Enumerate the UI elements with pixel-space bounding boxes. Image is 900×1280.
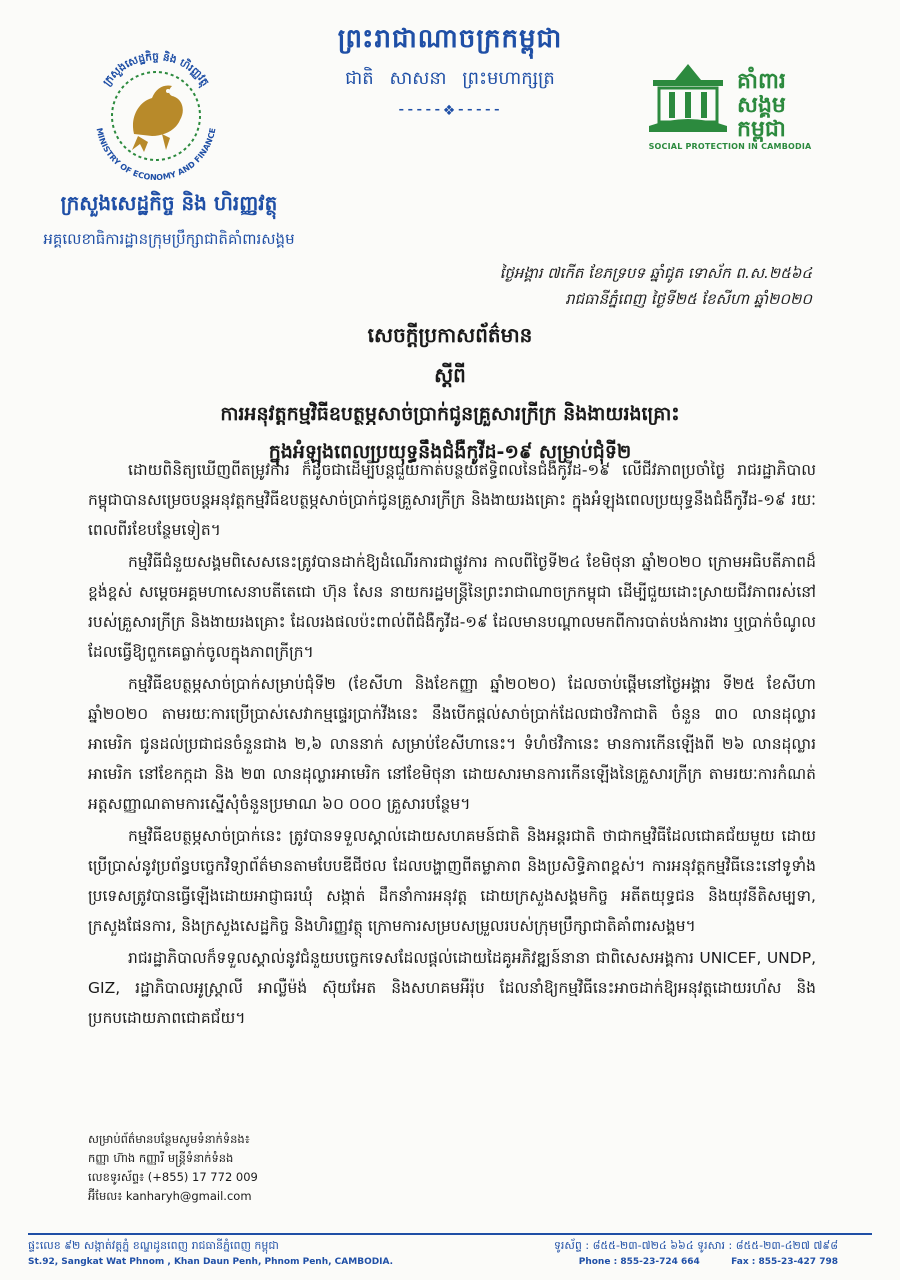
footer-phone-en: Phone : 855-23-724 664 Fax : 855-23-427 798 <box>578 1257 838 1267</box>
body-paragraph-2: កម្មវិធីជំនួយសង្គមពិសេសនេះត្រូវបានដាក់ឱ្យដំណើរការជាផ្លូវការ កាលពីថ្ងៃទី២៤ ខែមិថុនា ឆ្នាំ២០២០ ក្រោមអធិបតីភាពដ៏ខ្ពង់ខ្ពស់ សម្តេចអគ្គមហាសេនាបតីតេជោ ហ៊ុន សែន នាយករដ្ឋមន្ត្រីនៃព្រះរាជាណាចក្រកម្ពុជា ដើម្បីជួយដោះស្រាយជីវភាពរស់នៅរបស់គ្រួសារក្រីក្រ និងងាយរងគ្រោះ ដែលរងផលប៉ះពាល់ពីជំងឺកូវីដ-១៩ ដែលមានបណ្តាលមកពីការបាត់បង់ការងារ ឬប្រាក់ចំណូល ដែលធ្វើឱ្យពួកគេធ្លាក់ចូលក្នុងភាពក្រីក្រ។ <box>88 553 816 661</box>
hamsa-bird-icon <box>132 86 183 153</box>
title-regarding: ស្តីពី <box>434 363 466 387</box>
sp-logo-kh-line1: គាំពារ <box>737 69 786 94</box>
body-paragraph-5: រាជរដ្ឋាភិបាលក៏ទទួលស្គាល់នូវជំនួយបច្ចេកទេសដែលផ្តល់ដោយដៃគូអភិវឌ្ឍន៍នានា ជាពិសេសអង្គការ UNICEF, UNDP, GIZ, រដ្ឋាភិបាលអូស្ត្រាលី អាល្លឺម៉ង់ ស៊ុយអែត និងសហគមអឺរ៉ុប ដែលនាំឱ្យកម្មវិធីនេះអាចដាក់ឱ្យអនុវត្តដោយរហ័ស និងប្រកបដោយភាពជោគជ័យ។ <box>88 949 816 1027</box>
contact-phone: លេខទូរស័ព្ទ៖ (+855) 17 772 009 <box>88 1170 258 1184</box>
footer-phone-kh: ទូរស័ព្ទ : ៨៥៥-២៣-៧២៤ ៦៦៤ ទូរសារ : ៨៥៥-២៣-៤២៧ ៧៩៨ <box>553 1239 838 1252</box>
kingdom-title: ព្រះរាជាណាចក្រកម្ពុជា <box>337 24 563 54</box>
angkor-temple-icon <box>649 64 727 132</box>
footer-address-en: St.92, Sangkat Wat Phnom , Khan Daun Penh, Phnom Penh, CAMBODIA. <box>28 1257 394 1267</box>
ministry-name-block <box>24 190 314 252</box>
solar-date: រាជធានីភ្នំពេញ ថ្ងៃទី២៥ ខែសីហា ឆ្នាំ២០២០ <box>565 290 812 308</box>
lunar-date: ថ្ងៃអង្គារ ៧កើត ខែភទ្របទ ឆ្នាំជូត ទោស័ក ព.ស.២៥៦៤ <box>499 264 812 282</box>
date-block <box>500 260 812 312</box>
document-body <box>88 455 816 1035</box>
title-press-release: សេចក្តីប្រកាសព័ត៌មាន <box>367 323 533 347</box>
sp-logo-caption: SOCIAL PROTECTION IN CAMBODIA <box>648 142 812 151</box>
national-motto: ជាតិ សាសនា ព្រះមហាក្សត្រ <box>345 68 555 89</box>
ministry-logo-en-text: MINISTRY OF ECONOMY AND FINANCE <box>94 127 218 183</box>
footer-address-kh: ផ្ទះលេខ ៩២ សង្កាត់វត្តភ្នំ ខណ្ឌដូនពេញ រាជធានីភ្នំពេញ កម្ពុជា <box>28 1239 279 1252</box>
footer-address <box>28 1238 393 1270</box>
ministry-logo <box>78 38 234 194</box>
department-name: អគ្គលេខាធិការដ្ឋានក្រុមប្រឹក្សាជាតិគាំពារសង្គម <box>43 230 295 248</box>
sp-logo-kh-line2: សង្គម <box>737 93 786 118</box>
contact-person: កញ្ញា ហ៊ាង កញ្ញារី មន្ត្រីទំនាក់ទំនង <box>88 1151 234 1165</box>
sp-logo-kh-line3: កម្ពុជា <box>737 117 786 142</box>
document-title-block <box>0 322 900 468</box>
svg-text:ក្រសួងសេដ្ឋកិច្ច និង ហិរញ្ញវត្ <box>101 49 211 90</box>
ornament-divider: ⁃⁃⁃⁃⁃❖⁃⁃⁃⁃⁃ <box>397 103 503 119</box>
footer-divider <box>28 1233 872 1235</box>
contact-block <box>88 1130 258 1206</box>
body-paragraph-4: កម្មវិធីឧបត្ថម្ភសាច់ប្រាក់នេះ ត្រូវបានទទួលស្គាល់ដោយសហគមន៍ជាតិ និងអន្តរជាតិ ថាជាកម្មវិធីដែលជោគជ័យមួយ ដោយប្រើប្រាស់នូវប្រព័ន្ធបច្ចេកវិទ្យាព័ត៌មានតាមបែបឌីជីថល ដែលបង្ហាញពីតម្លាភាព និងប្រសិទ្ធិភាពខ្ពស់។ ការអនុវត្តកម្មវិធីនេះនៅទូទាំងប្រទេសត្រូវបានធ្វើឡើងដោយអាជ្ញាធរឃុំ សង្កាត់ ដឹកនាំការអនុវត្ត ដោយក្រសួងសង្គមកិច្ច អតីតយុទ្ធជន និងយុវនីតិសម្បទា, ក្រសួងផែនការ, និងក្រសួងសេដ្ឋកិច្ច និងហិរញ្ញវត្ថុ ក្រោមការសម្របសម្រួលរបស់ក្រុមប្រឹក្សាជាតិគាំពារសង្គម។ <box>88 827 816 935</box>
body-paragraph-3: កម្មវិធីឧបត្ថម្ភសាច់ប្រាក់សម្រាប់ជុំទី២ (ខែសីហា និងខែកញ្ញា ឆ្នាំ២០២០) ដែលចាប់ផ្តើមនៅថ្ងៃអង្គារ ទី២៥ ខែសីហា ឆ្នាំ២០២០ តាមរយៈការប្រើប្រាស់សេវាកម្មផ្ទេរប្រាក់វីងនេះ នឹងបើកផ្តល់សាច់ប្រាក់ដែលជាថវិកាជាតិ ចំនួន ៣០ លានដុល្លារអាមេរិក ជូនដល់ប្រជាជនចំនួនជាង ២,៦ លាននាក់ សម្រាប់ខែសីហានេះ។ ទំហំថវិកានេះ មានការកើនឡើងពី ២៦ លានដុល្លារអាមេរិក នៅខែកក្កដា និង ២៣ លានដុល្លារអាមេរិក នៅខែមិថុនា ដោយសារមានការកើនឡើងនៃគ្រួសារក្រីក្រ តាមរយៈការកំណត់អត្តសញ្ញាណតាមការស្នើសុំចំនួនប្រមាណ ៦០ ០០០ គ្រួសារបន្ថែម។ <box>88 675 816 813</box>
ministry-name: ក្រសួងសេដ្ឋកិច្ច និង ហិរញ្ញវត្ថុ <box>60 191 278 215</box>
contact-email: អ៊ីមែល៖ kanharyh@gmail.com <box>88 1189 252 1203</box>
footer-phone <box>554 1238 838 1270</box>
ministry-logo-kh-text: ក្រសួងសេដ្ឋកិច្ច និង ហិរញ្ញវត្ថុ <box>100 50 212 89</box>
title-subject-line2: ក្នុងអំឡុងពេលប្រយុទ្ធនឹងជំងឺកូវីដ-១៩ សម្រាប់ជុំទី២ <box>268 441 632 463</box>
title-subject-line1: ការអនុវត្តកម្មវិធីឧបត្ថម្ភសាច់ប្រាក់ជូនគ្រួសារក្រីក្រ និងងាយរងគ្រោះ <box>220 403 680 425</box>
body-paragraph-1: ដោយពិនិត្យឃើញពីតម្រូវការ ក៏ដូចជាដើម្បីបន្តជួយកាត់បន្ថយឥទ្ធិពលនៃជំងឺកូវីដ-១៩ លើជីវភាពប្រចាំថ្ងៃ រាជរដ្ឋាភិបាលកម្ពុជាបានសម្រេចបន្តអនុវត្តកម្មវិធីឧបត្ថម្ភសាច់ប្រាក់ជូនគ្រួសារក្រីក្រ និងងាយរងគ្រោះ ក្នុងអំឡុងពេលប្រយុទ្ធនឹងជំងឺកូវីដ-១៩ រយៈពេលពីរខែបន្ថែមទៀត។ <box>88 461 816 539</box>
contact-heading: សម្រាប់ព័ត៌មានបន្ថែមសូមទំនាក់ទំនង៖ <box>88 1132 250 1146</box>
